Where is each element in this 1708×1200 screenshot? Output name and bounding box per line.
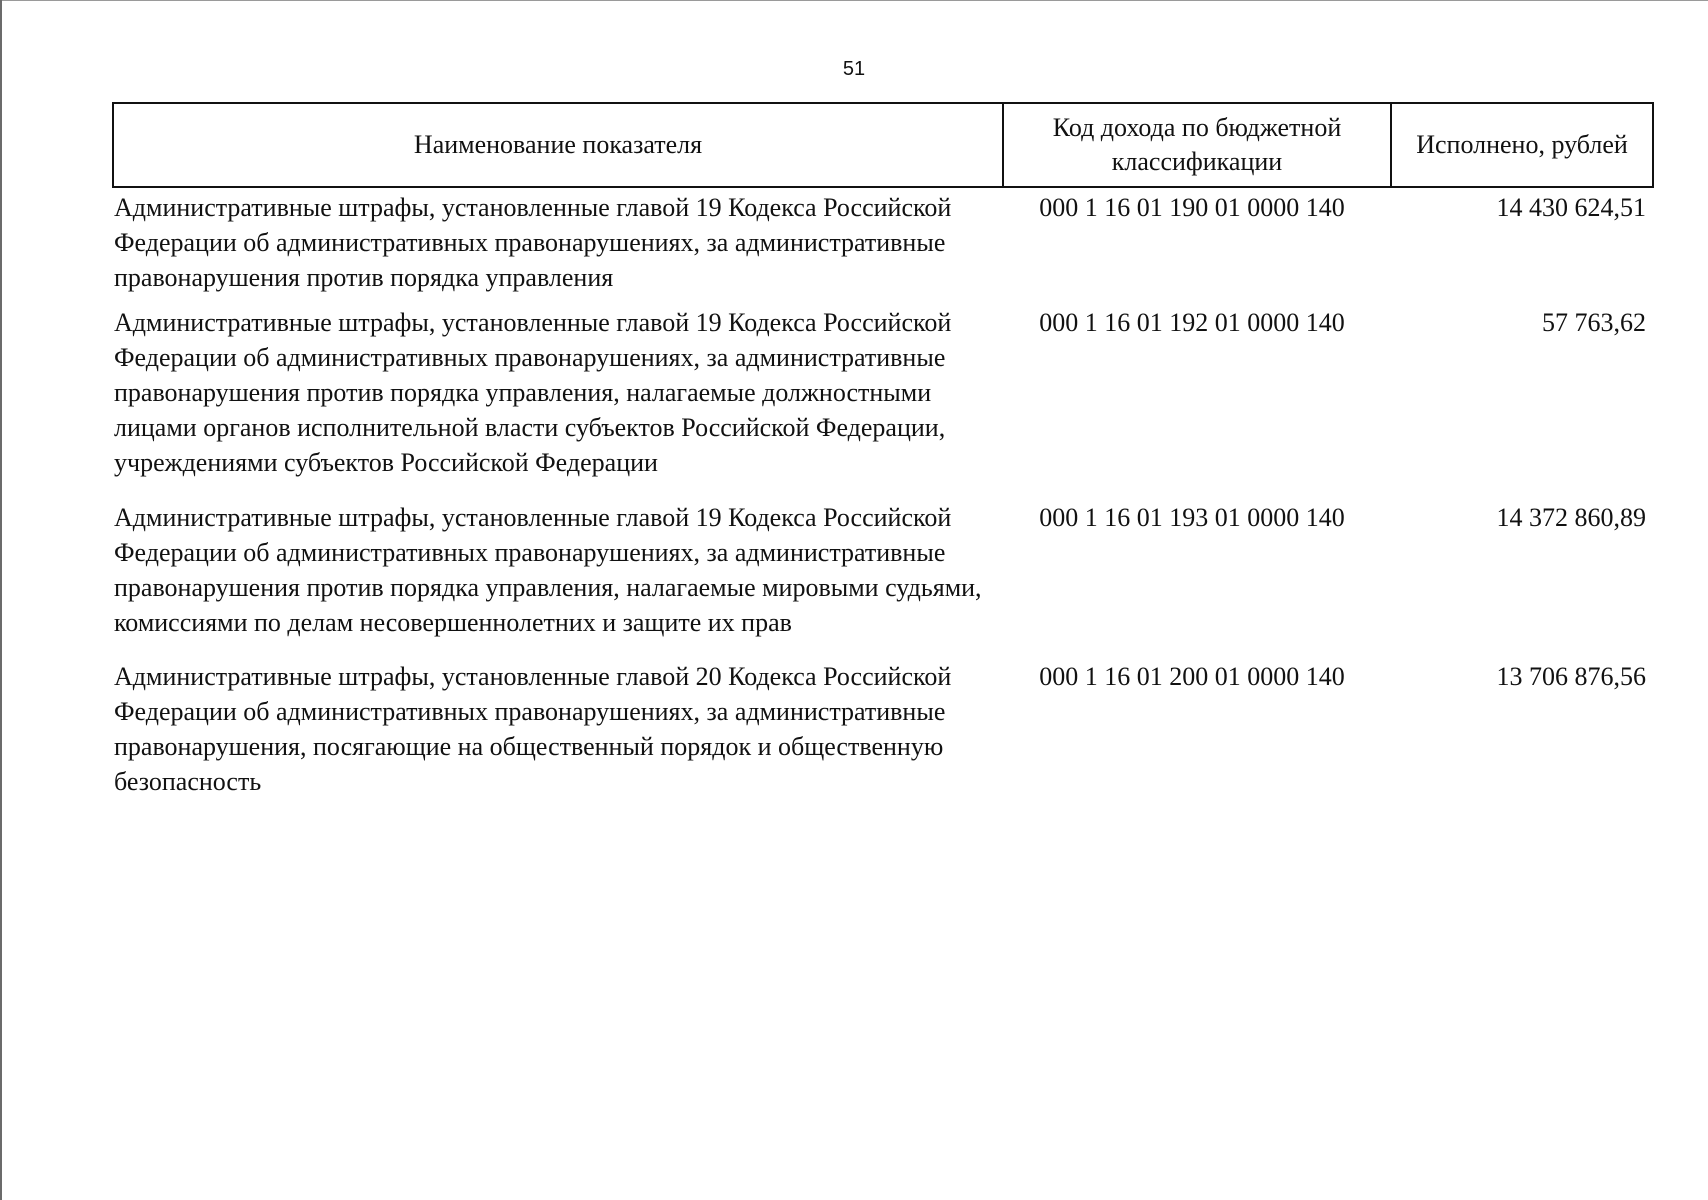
row-executed-amount: 14 430 624,51	[1496, 193, 1646, 222]
header-indicator-name: Наименование показателя	[114, 104, 1004, 186]
header-executed-amount: Исполнено, рублей	[1416, 130, 1628, 159]
row-executed-amount: 13 706 876,56	[1496, 662, 1646, 691]
header-budget-code: Код дохода по бюджетной классификации	[1004, 104, 1392, 186]
page-number: 51	[842, 58, 866, 80]
row-executed-amount: 57 763,62	[1542, 308, 1646, 337]
row-executed-amount: 14 372 860,89	[1496, 503, 1646, 532]
table-row	[112, 659, 1654, 799]
row-indicator-name: Административные штрафы, установленные главой 20 Кодекса Российской Федерации об административных правонарушениях, за административные правонарушения, посягающие на общественный порядок и общественную безопасность	[114, 662, 952, 796]
row-budget-code: 000 1 16 01 190 01 0000 140	[1039, 193, 1345, 222]
table-row	[112, 305, 1654, 480]
row-budget-code: 000 1 16 01 200 01 0000 140	[1039, 662, 1345, 691]
row-budget-code: 000 1 16 01 192 01 0000 140	[1039, 308, 1345, 337]
scan-top-edge	[0, 0, 1708, 1]
table-row	[112, 500, 1654, 640]
table-header-row	[112, 102, 1654, 188]
row-indicator-name: Административные штрафы, установленные главой 19 Кодекса Российской Федерации об административных правонарушениях, за административные правонарушения против порядка управления, налагаемые должностными лицами органов исполнительной власти субъектов Российской Федерации, учреждениями субъектов Российской Федерации	[114, 308, 952, 477]
table-row	[112, 190, 1654, 295]
row-budget-code: 000 1 16 01 193 01 0000 140	[1039, 503, 1345, 532]
row-indicator-name: Административные штрафы, установленные главой 19 Кодекса Российской Федерации об административных правонарушениях, за административные правонарушения против порядка управления	[114, 193, 952, 292]
budget-revenue-table	[112, 102, 1654, 799]
row-indicator-name: Административные штрафы, установленные главой 19 Кодекса Российской Федерации об административных правонарушениях, за административные правонарушения против порядка управления, налагаемые мировыми судьями, комиссиями по делам несовершеннолетних и защите их прав	[114, 503, 982, 637]
scan-left-edge	[0, 0, 2, 1200]
